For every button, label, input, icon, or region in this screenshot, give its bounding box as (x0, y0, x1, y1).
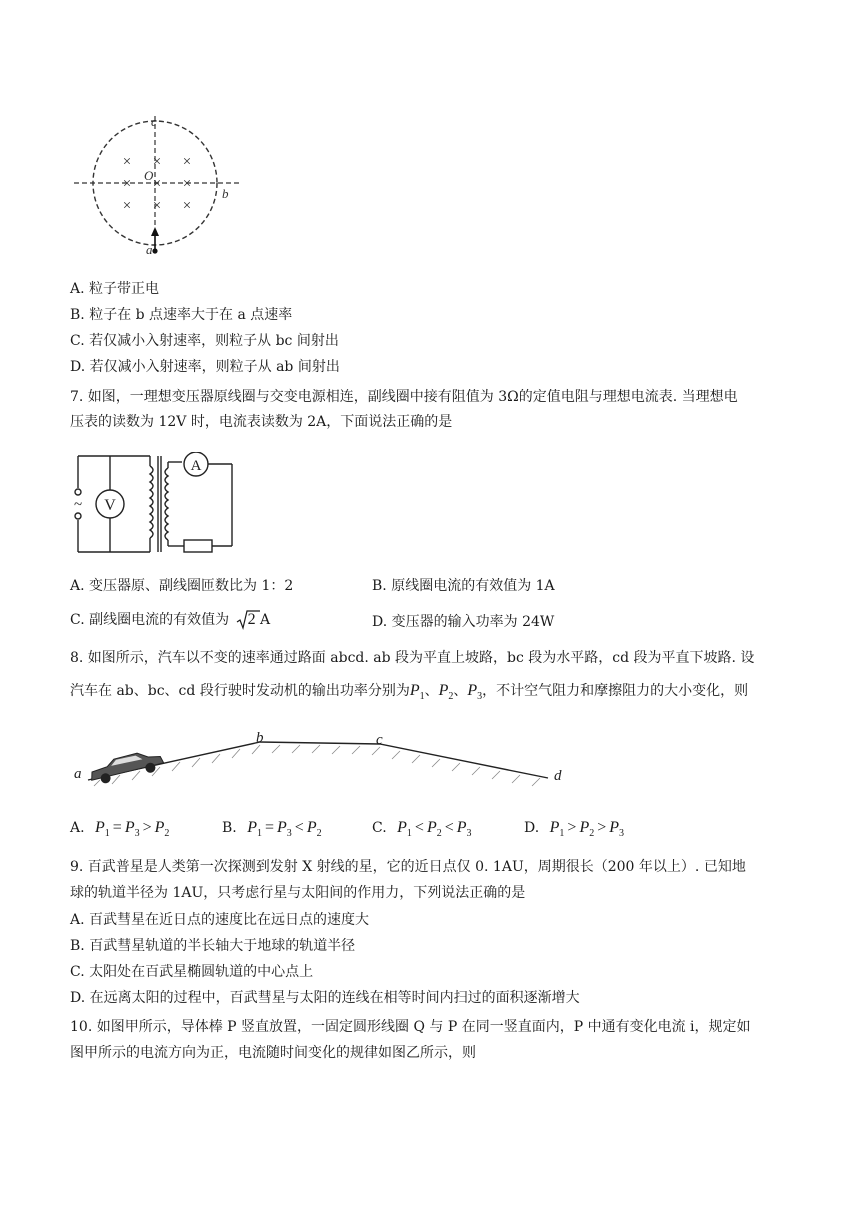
q8-stem-line2: 汽车在 ab、bc、cd 段行驶时发动机的输出功率分别为$P_1$、$P_2$、$P_3$，不计空气阻力和摩擦阻力的大小变化，则 (70, 682, 749, 703)
road-label-b: b (256, 730, 264, 746)
ac-source-symbol: ~ (73, 497, 83, 513)
q8-option-b: B. $P_1 = P_3 < P_2$ (222, 819, 322, 840)
velocity-arrow (151, 227, 159, 236)
field-mark: × (122, 176, 132, 192)
option-label: B. (222, 820, 237, 836)
q7-option-c (70, 610, 270, 630)
q7-option-a: A. 变压器原、副线圈匝数比为 1：2 (70, 578, 294, 594)
option-label: C. (372, 820, 387, 836)
field-mark: × (122, 154, 132, 170)
q9-option-c: C. 太阳处在百武星椭圆轨道的中心点上 (70, 964, 314, 980)
q6-option-a: A. 粒子带正电 (70, 281, 160, 297)
road-profile-figure (70, 728, 570, 788)
q6-option-c: C. 若仅减小入射速率，则粒子从 bc 间射出 (70, 333, 339, 349)
road-label-c: c (376, 732, 383, 748)
q7-option-c-prefix: C. 副线圈电流的有效值为 (70, 612, 230, 628)
field-mark: × (122, 198, 132, 214)
field-mark: × (182, 198, 192, 214)
field-mark: × (152, 198, 162, 214)
q7-option-b: B. 原线圈电流的有效值为 1A (372, 578, 555, 594)
q8-stem-line2-text: 汽车在 ab、bc、cd 段行驶时发动机的输出功率分别为 (70, 683, 410, 699)
q8-stem-line2-tail: ，不计空气阻力和摩擦阻力的大小变化，则 (482, 683, 749, 699)
label-c: c (151, 114, 157, 129)
q9-option-b: B. 百武彗星轨道的半长轴大于地球的轨道半径 (70, 938, 356, 954)
option-label: D. (524, 820, 540, 836)
q9-option-d: D. 在远离太阳的过程中，百武彗星与太阳的连线在相等时间内扫过的面积逐渐增大 (70, 990, 580, 1006)
q6-option-b: B. 粒子在 b 点速率大于在 a 点速率 (70, 307, 293, 323)
q7-option-d: D. 变压器的输入功率为 24W (372, 614, 555, 630)
q7-stem-line1: 7. 如图，一理想变压器原线圈与交变电源相连，副线圈中接有阻值为 3Ω的定值电阻与理想电流表. 当理想电 (70, 389, 738, 405)
q10-stem-line2: 图甲所示的电流方向为正，电流随时间变化的规律如图乙所示，则 (70, 1045, 476, 1061)
road-label-a: a (74, 766, 82, 782)
q9-stem-line2: 球的轨道半径为 1AU，只考虑行星与太阳间的作用力，下列说法正确的是 (70, 885, 526, 901)
label-a: a (146, 242, 153, 257)
field-mark: × (182, 154, 192, 170)
q8-option-d: D. $P_1 > P_2 > P_3$ (524, 819, 625, 840)
sqrt-radicand: 2 (247, 611, 256, 628)
field-mark: × (152, 154, 162, 170)
sqrt-expression (236, 610, 256, 630)
road-label-d: d (554, 768, 562, 784)
q7-option-c-unit: A (260, 612, 271, 628)
voltmeter-label: V (104, 497, 116, 514)
particle-dot (152, 248, 157, 253)
q8-option-c: C. $P_1 < P_2 < P_3$ (372, 819, 472, 840)
ammeter-label: A (190, 458, 202, 474)
option-label: A. (70, 820, 85, 836)
q10-stem-line1: 10. 如图甲所示，导体棒 P 竖直放置，一固定圆形线圈 Q 与 P 在同一竖直面内，P 中通有变化电流 i，规定如 (70, 1019, 751, 1035)
q9-option-a: A. 百武彗星在近日点的速度比在远日点的速度大 (70, 912, 370, 928)
field-mark: × (152, 176, 162, 192)
q8-option-a: A. $P_1 = P_3 > P_2$ (70, 819, 170, 840)
magnetic-field-figure (72, 108, 244, 260)
q8-stem-line1: 8. 如图所示，汽车以不变的速率通过路面 abcd. ab 段为平直上坡路，bc 段为水平路，cd 段为平直下坡路. 设 (70, 650, 755, 666)
field-mark: × (182, 176, 192, 192)
label-o: O (144, 168, 154, 183)
transformer-circuit-figure (70, 452, 238, 558)
q7-stem-line2: 压表的读数为 12V 时，电流表读数为 2A，下面说法正确的是 (70, 414, 453, 430)
q9-stem-line1: 9. 百武普星是人类第一次探测到发射 X 射线的星，它的近日点仅 0. 1AU，周期很长（200 年以上）. 已知地 (70, 859, 746, 875)
label-b: b (222, 186, 229, 201)
q6-option-d: D. 若仅减小入射速率，则粒子从 ab 间射出 (70, 359, 340, 375)
